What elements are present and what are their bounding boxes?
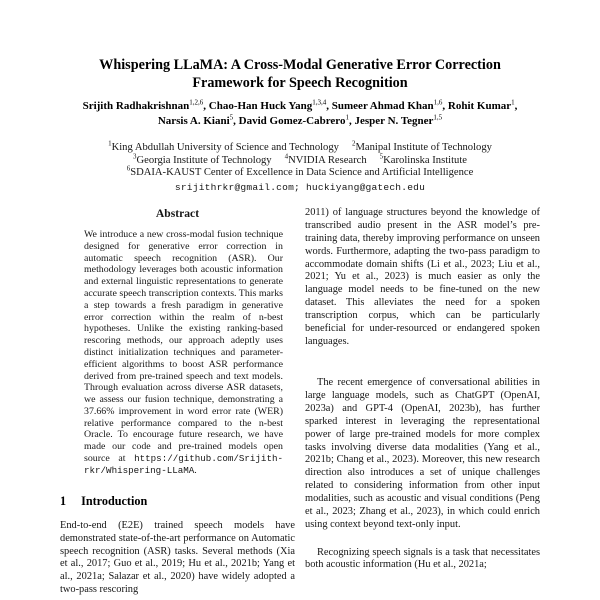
author-superscript: 5 <box>229 113 234 122</box>
affiliation: $^2$Manipal Institute of Technology <box>351 139 492 154</box>
author: David Gomez-Cabrero$^1$, <box>238 113 355 128</box>
author: Srijith Radhakrishnan$^{1,2,6}$, <box>82 98 209 113</box>
abstract-heading: Abstract <box>155 207 200 221</box>
author-separator: , <box>203 100 209 113</box>
two-column-body <box>60 207 540 597</box>
affiliation: $^6$SDAIA-KAUST Center of Excellence in Data Science and Artificial Intelligence <box>126 164 474 179</box>
author: Sumeer Ahmad Khan$^{1,6}$, <box>331 98 448 113</box>
body-paragraph: 2011) of language structures beyond the knowledge of transcribed audio present in the ASR model’s pre-training data, thereby improving performance on unseen words. Furthermore, adapting the two-pass paradigm to accommodate domain shifts (Li et al., 2023; Liu et al., 2021; Yu et al., 2023) is much easier as only the language model needs to be fine-tuned on the new dataset. This alleviates the need for a spoken transcription corpus, which can be particularly beneficial for under-resourced or endangered spoken languages. <box>305 207 540 347</box>
author-emails: srijithrkr@gmail.com; huckiyang@gatech.edu <box>174 182 426 194</box>
affiliation: $^1$King Abdullah University of Science and Technology <box>108 139 339 154</box>
affiliation-line <box>60 139 540 155</box>
author-separator: , <box>348 115 355 128</box>
abstract-text-before-link: We introduce a new cross-modal fusion technique designed for generative error correction in automatic speech recognition (ASR). Our methodology leverages both acoustic information and external linguistic representations to generate accurate speech transcription contexts. This marks a step towards a fresh paradigm in generative error correction within the realm of n-best hypotheses. Unlike the existing ranking-based rescoring methods, our approach adeptly uses distinct initialization techniques and parameter-efficient algorithms to boost ASR performance derived from pre-trained speech and text models. Through evaluation across diverse ASR datasets, we assess our fusion technique, demonstrating a 37.66% improvement in word error rate (WER) relative performance compared to the n-best Oracle. To encourage future research, we have made our code and pre-trained models open source at <box>84 229 283 464</box>
affiliation: $^3$Georgia Institute of Technology <box>133 152 272 166</box>
abstract-text <box>60 229 295 477</box>
section-title: Introduction <box>81 493 148 508</box>
author-separator: , <box>442 100 448 113</box>
author: Jesper N. Tegner$^{1,5}$ <box>354 113 443 128</box>
section-heading-introduction <box>60 494 295 509</box>
author: Rohit Kumar$^1$, <box>447 98 518 113</box>
author: Chao-Han Huck Yang$^{1,3,4}$, <box>208 98 332 113</box>
section-number: 1 <box>60 493 67 508</box>
affiliation: $^5$Karolinska Institute <box>379 152 467 166</box>
affiliation: $^4$NVIDIA Research <box>284 152 367 166</box>
author-separator: , <box>233 115 239 128</box>
author-separator: , <box>326 100 332 113</box>
abstract-text-after-link: . <box>194 464 197 476</box>
left-column <box>60 207 295 597</box>
author-list <box>74 99 526 129</box>
github-link[interactable]: https://github.com/Srijith-rkr/Whispering-LLaMA <box>84 452 283 476</box>
paper-title: Whispering LLaMA: A Cross-Modal Generative Error Correction Framework for Speech Recognition <box>99 57 501 92</box>
right-column <box>305 207 540 597</box>
affiliation-line <box>60 164 540 180</box>
author-separator: , <box>514 100 518 113</box>
author-superscript: 1,3,4 <box>312 98 327 107</box>
author-superscript: 1 <box>511 98 515 107</box>
author: Narsis A. Kiani$^5$, <box>157 113 239 128</box>
body-paragraph: The recent emergence of conversational abilities in large language models, such as ChatGPT (OpenAI, 2023a) and GPT-4 (OpenAI, 2023b), has further sparked interest in leveraging the representational power of large pre-trained models for more complex tasks involving diverse data modalities (Yang et al., 2021b; Chang et al., 2023). Moreover, this new research direction also introduces a set of unique challenges related to considering information from other input modalities, such as acoustic and visual conditions (Peng et al., 2023; Zhang et al., 2023), in which could enrich using context beyond text-only input. <box>305 377 540 530</box>
affiliation-block <box>60 139 540 180</box>
author-superscript: 1,2,6 <box>189 98 204 107</box>
author-superscript: 1 <box>345 113 349 122</box>
author-superscript: 1,5 <box>433 113 443 122</box>
intro-paragraph: End-to-end (E2E) trained speech models have demonstrated state-of-the-art performance on Automatic speech recognition (ASR) tasks. Several methods (Xia et al., 2017; Guo et al., 2019; Hu et al., 2021b; Yang et al., 2021a; Salazar et al., 2020) have widely adopted a two-pass rescoring <box>60 519 295 596</box>
body-paragraph: Recognizing speech signals is a task that necessitates both acoustic information (Hu et al., 2021a; <box>305 546 540 571</box>
author-superscript: 1,6 <box>433 98 443 107</box>
affiliation-line <box>60 152 540 168</box>
